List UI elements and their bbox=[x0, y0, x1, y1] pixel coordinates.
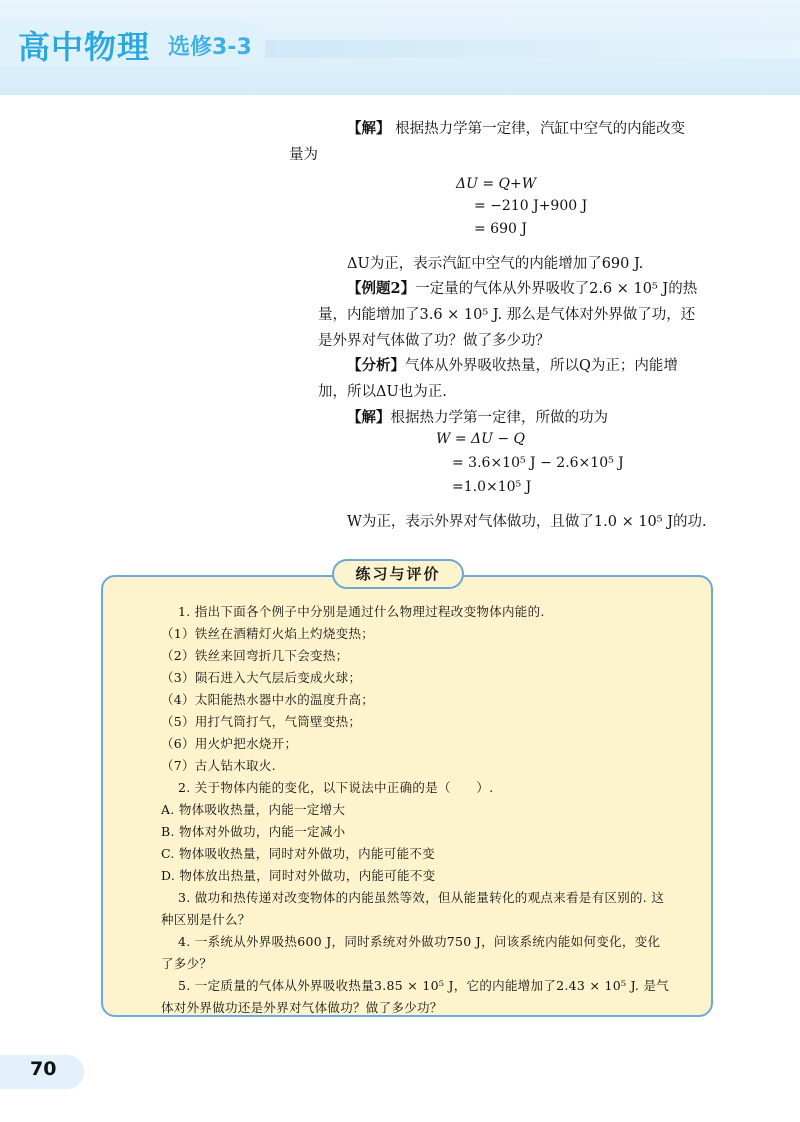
book-title: 高中物理 bbox=[18, 28, 151, 66]
exercise-line: 3. 做功和热传递对改变物体的内能虽然等效，但从能量转化的观点来看是有区别的. 这 bbox=[178, 890, 665, 905]
solution2-eq1: W = ΔU − Q bbox=[436, 431, 526, 447]
exercise-line: 种区别是什么？ bbox=[161, 912, 251, 927]
exercise-line: 体对外界做功还是外界对气体做功？做了多少功？ bbox=[161, 1000, 443, 1015]
exercise-line: （2）铁丝来回弯折几下会变热； bbox=[161, 648, 349, 663]
solution1-eq1: ΔU = Q+W bbox=[456, 176, 537, 192]
solution2-label: 【解】 bbox=[347, 409, 391, 426]
exercise-line: （5）用打气筒打气，气筒壁变热； bbox=[161, 714, 362, 729]
exercise-line: （7）古人钻木取火. bbox=[161, 758, 276, 773]
solution2-text: 根据热力学第一定律，所做的功为 bbox=[390, 410, 608, 426]
exercise-title-tab bbox=[332, 559, 464, 589]
exercise-line: 1. 指出下面各个例子中分别是通过什么物理过程改变物体内能的. bbox=[178, 604, 545, 619]
page-header bbox=[0, 0, 800, 95]
exercise-line: C. 物体吸收热量，同时对外做功，内能可能不变 bbox=[161, 846, 435, 861]
solution1-text-a: 根据热力学第一定律，汽缸中空气的内能改变 bbox=[395, 121, 686, 137]
analysis-line2: 加，所以ΔU也为正. bbox=[318, 384, 447, 400]
solution1-conclusion: ΔU为正，表示汽缸中空气的内能增加了690 J. bbox=[347, 256, 644, 272]
solution1-text-b: 量为 bbox=[289, 147, 318, 163]
solution1-label: 【解】 bbox=[347, 120, 391, 137]
volume-label: 选修3-3 bbox=[168, 35, 252, 60]
exercise-title: 练习与评价 bbox=[355, 565, 441, 583]
analysis-paragraph bbox=[318, 353, 718, 405]
solution2-conclusion: W为正，表示外界对气体做功，且做了1.0 × 10⁵ J的功. bbox=[347, 514, 707, 530]
exercise-line: 5. 一定质量的气体从外界吸收热量3.85 × 10⁵ J，它的内能增加了2.43 × 10⁵ J. 是气 bbox=[178, 978, 670, 993]
exercise-line: （6）用火炉把水烧开； bbox=[161, 736, 298, 751]
exercise-line: 2. 关于物体内能的变化，以下说法中正确的是（ ）. bbox=[178, 780, 494, 795]
exercise-line: （1）铁丝在酒精灯火焰上灼烧变热； bbox=[161, 626, 375, 641]
exercise-line: 了多少？ bbox=[161, 956, 213, 971]
exercise-line: A. 物体吸收热量，内能一定增大 bbox=[161, 802, 346, 817]
solution1-eq3: = 690 J bbox=[474, 221, 527, 237]
solution1-eq2: = −210 J+900 J bbox=[474, 198, 588, 214]
analysis-line1: 气体从外界吸收热量，所以Q为正；内能增 bbox=[405, 358, 678, 374]
exercise-line: （3）陨石进入大气层后变成火球； bbox=[161, 670, 362, 685]
solution2-paragraph bbox=[318, 405, 718, 431]
page-number: 70 bbox=[30, 1058, 57, 1080]
exercise-line: B. 物体对外做功，内能一定减小 bbox=[161, 824, 346, 839]
example2-label: 【例题2】 bbox=[347, 280, 416, 297]
analysis-label: 【分析】 bbox=[347, 357, 405, 374]
solution2-eq3: =1.0×10⁵ J bbox=[452, 479, 532, 495]
exercise-line: D. 物体放出热量，同时对外做功，内能可能不变 bbox=[161, 868, 436, 883]
example2-line2: 量，内能增加了3.6 × 10⁵ J. 那么是气体对外界做了功，还 bbox=[318, 307, 696, 323]
solution2-eq2: = 3.6×10⁵ J − 2.6×10⁵ J bbox=[452, 455, 624, 471]
example2-line3: 是外界对气体做了功？做了多少功？ bbox=[318, 333, 550, 349]
header-decor-strip bbox=[265, 40, 800, 58]
example2-paragraph bbox=[318, 276, 718, 354]
solution1-paragraph bbox=[289, 116, 718, 168]
exercise-line: 4. 一系统从外界吸热600 J，同时系统对外做功750 J，问该系统内能如何变化，变化 bbox=[178, 934, 661, 949]
example2-line1: 一定量的气体从外界吸收了2.6 × 10⁵ J的热 bbox=[415, 281, 698, 297]
exercise-line: （4）太阳能热水器中水的温度升高； bbox=[161, 692, 375, 707]
